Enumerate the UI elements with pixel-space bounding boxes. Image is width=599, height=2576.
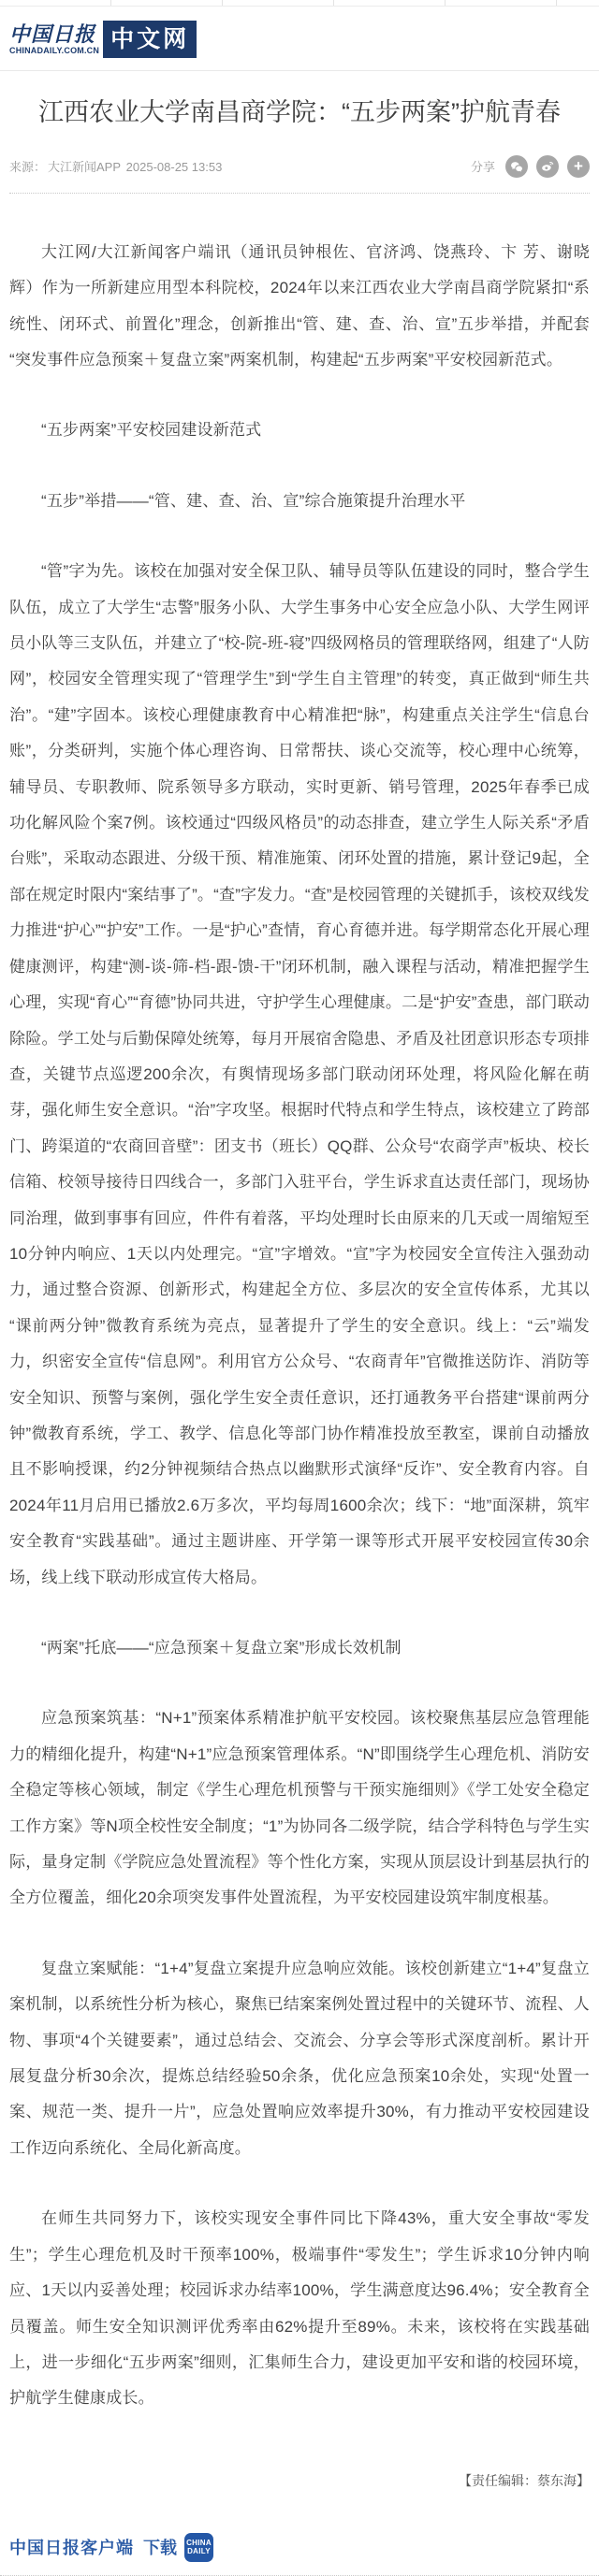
paragraph-subhead-3: “两案”托底——“应急预案＋复盘立案”形成长效机制	[41, 1639, 402, 1657]
paragraph-subhead-1: “五步两案”平安校园建设新范式	[41, 421, 262, 440]
app-download-bar[interactable]	[0, 2533, 599, 2576]
top-nav-strip	[0, 0, 599, 7]
publish-datetime: 2025-08-25 13:53	[125, 160, 223, 175]
more-share-icon[interactable]: +	[567, 155, 590, 178]
app-name: 中国日报客户端	[9, 2539, 134, 2558]
chinadaily-logo-site-badge: 中文网	[103, 21, 197, 58]
paragraph-review-case: 复盘立案赋能：“1+4”复盘立案提升应急响应效能。该校创新建立“1+4”复盘立案机制，以系统性分析为核心，聚焦已结案案例处置过程中的关键环节、流程、人物、事项“4个关键要素”，通过总结会、交流会、分享会等形式深度剖析。累计开展复盘分析30余次，提炼总结经验50余条，优化应急预案10余处，实现“处置一案、规范一类、提升一片”，应急处置响应效率提升30%，有力推动平安校园建设工作迈向系统化、全局化新高度。	[9, 1959, 590, 2157]
paragraph-lead: 大江网/大江新闻客户端讯（通讯员钟根佐、官济鸿、饶燕玲、卞 芳、谢晓辉）作为一所新建应用型本科院校，2024年以来江西农业大学南昌商学院紧扣“系统性、闭环式、前置化”理念，创新推出“管、建、查、治、宣”五步举措，并配套“突发事件应急预案＋复盘立案”两案机制，构建起“五步两案”平安校园新范式。	[9, 242, 590, 369]
paragraph-subhead-2: “五步”举措——“管、建、查、治、宣”综合施策提升治理水平	[41, 491, 466, 510]
page-title: 江西农业大学南昌商学院：“五步两案”护航青春	[38, 98, 561, 126]
share-group	[471, 155, 590, 178]
wechat-icon[interactable]	[505, 155, 528, 178]
app-download-link[interactable]: 下载	[143, 2539, 177, 2558]
responsible-editor: 【责任编辑：蔡东海】	[459, 2472, 590, 2488]
share-label: 分享	[470, 160, 495, 175]
article-meta-row	[9, 155, 590, 178]
article-source	[9, 157, 224, 175]
chinadaily-logo-url: CHINADAILY.COM.CN	[9, 45, 100, 55]
chinadaily-app-icon	[184, 2533, 213, 2562]
source-name: 大江新闻APP	[48, 160, 122, 175]
paragraph-emergency-plan: 应急预案筑基：“N+1”预案体系精准护航平安校园。该校聚焦基层应急管理能力的精细化提升，构建“N+1”应急预案管理体系。“N”即围绕学生心理危机、消防安全稳定等核心领域，制定《学生心理危机预警与干预实施细则》《学工处安全稳定工作方案》等N项全校性安全制度；“1”为协同各二级学院，结合学科特色与学生实际，量身定制《学院应急处置流程》等个性化方案，实现从顶层设计到基层执行的全方位覆盖，细化20余项突发事件处置流程，为平安校园建设筑牢制度根基。	[9, 1709, 590, 1907]
weibo-icon[interactable]	[536, 155, 559, 178]
app-badge-line2: DAILY	[187, 2547, 211, 2556]
paragraph-results: 在师生共同努力下，该校实现安全事件同比下降43%，重大安全事故“零发生”；学生心理危机及时干预率100%，极端事件“零发生”；学生诉求10分钟内响应、1天以内妥善处理；校园诉求办结率100%，学生满意度达96.4%；安全教育全员覆盖。师生安全知识测评优秀率由62%提升至89%。未来，该校将在实践基础上，进一步细化“五步两案”细则，汇集师生合力，建设更加平安和谐的校园环境，护航学生健康成长。	[9, 2209, 590, 2408]
chinadaily-logo[interactable]	[9, 21, 197, 58]
article-body	[0, 194, 599, 2417]
paragraph-five-steps: “管”字为先。该校在加强对安全保卫队、辅导员等队伍建设的同时，整合学生队伍，成立了大学生“志警”服务小队、大学生事务中心安全应急小队、大学生网评员小队等三支队伍，并建立了“校-院-班-寝”四级网格员的管理联络网，组建了“人防网”，校园安全管理实现了“管理学生”到“学生自主管理”的转变，真正做到“师生共治”。“建”字固本。该校心理健康教育中心精准把“脉”，构建重点关注学生“信息台账”，分类研判，实施个体心理咨询、日常帮扶、谈心交流等，校心理中心统筹，辅导员、专职教师、院系领导多方联动，实时更新、销号管理，2025年春季已成功化解风险个案7例。该校通过“四级风格员”的动态排查，建立学生人际关系“矛盾台账”，采取动态跟进、分级干预、精准施策、闭环处置的措施，累计登记9起，全部在规定时限内“案结事了”。“查”字发力。“查”是校园管理的关键抓手，该校双线发力推进“护心”“护安”工作。一是“护心”查情，育心育德并进。每学期常态化开展心理健康测评，构建“测-谈-筛-档-跟-馈-干”闭环机制，融入课程与活动，精准把握学生心理，实现“育心”“育德”协同共进，守护学生心理健康。二是“护安”查患，部门联动除险。学工处与后勤保障处统筹，每月开展宿舍隐患、矛盾及社团意识形态专项排查，关键节点巡逻200余次，有舆情现场多部门联动闭环处理，将风险化解在萌芽，强化师生安全意识。“治”字攻坚。根据时代特点和学生特点，该校建立了跨部门、跨渠道的“农商回音壁”：团支书（班长）QQ群、公众号“农商学声”板块、校长信箱、校领导接待日四线合一，多部门入驻平台，学生诉求直达责任部门，现场协同治理，做到事事有回应，件件有着落，平均处理时长由原来的几天或一周缩短至10分钟内响应、1天以内处理完。“宣”字增效。“宣”字为校园安全宣传注入强劲动力，通过整合资源、创新形式，构建起全方位、多层次的安全宣传体系，尤其以“课前两分钟”微教育系统为亮点，显著提升了学生的安全意识。线上：“云”端发力，织密安全宣传“信息网”。利用官方公众号、“农商青年”官微推送防诈、消防等安全知识、预警与案例，强化学生安全责任意识，还打通教务平台搭建“课前两分钟”微教育系统，学工、教学、信息化等部门协作精准投放至教室，课前自动播放且不影响授课，约2分钟视频结合热点以幽默形式演绎“反诈”、安全教育内容。自2024年11月启用已播放2.6万多次，平均每周1600余次；线下：“地”面深耕，筑牢安全教育“实践基础”。通过主题讲座、开学第一课等形式开展平安校园宣传30余场，线上线下联动形成宣传大格局。	[9, 562, 590, 1586]
source-label: 来源：	[9, 160, 47, 175]
site-header	[0, 7, 599, 71]
app-badge-line1: CHINA	[186, 2539, 212, 2548]
chinadaily-logo-left	[9, 21, 99, 58]
chinadaily-logo-cn: 中国日报	[9, 22, 96, 46]
